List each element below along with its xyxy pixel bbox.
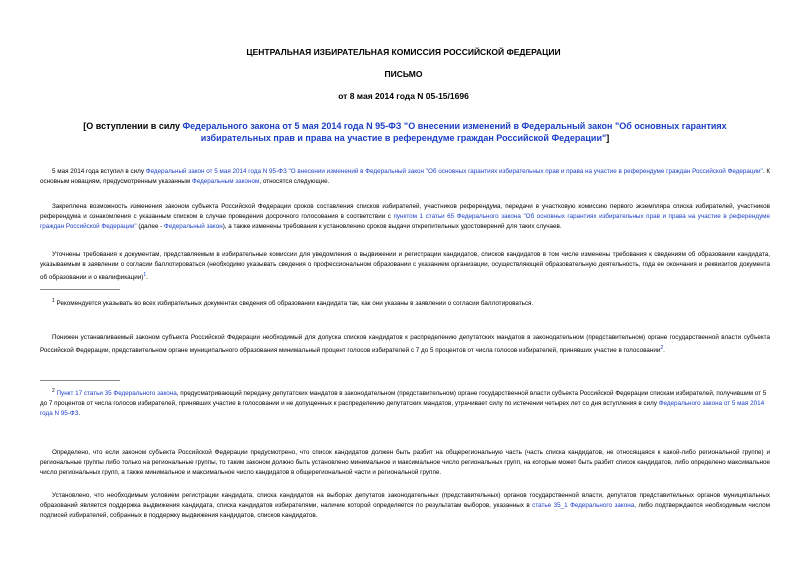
footnote-1: $^1$ Рекомендуется указывать во всех избирательных документах сведения об образовании кандидата так, как они указаны в заявлении о согласии баллотироваться. [52,298,534,308]
document-subject: [О вступлении в силу Федерального закона от 5 мая 2014 года N 95-ФЗ "О внесении изменений в Федеральный закон "Об основных гарантиях избирательных прав и права на участие в референдуме граждан Российской Федерации"] [83,121,727,143]
law-95fz-footnote-link[interactable]: Федерального закона от 5 мая 2014 года N 95-ФЗ [40,400,765,418]
paragraph-4: Понижен устанавливаемый законом субъекта Российской Федерации необходимый для допуска списков кандидатов к распределению депутатских мандатов в законодательном (представительном) органе государственной власти субъекта Российской Федерации, представительном органе муниципального образования минимальный процент голосов избирателей с 7 до 5 процентов от числа голосов избирателей, принявших участие в голосовании$^2$. [40,334,770,355]
document-type-heading: ПИСЬМО [384,69,423,79]
paragraph-3: Уточнены требования к документам, представляемым в избирательные комиссии для уведомления о выдвижении и регистрации кандидатов, списков кандидатов в том числе изменены требования к сведениям об образовании кандидата, указываемым в заявлении о согласии баллотироваться (необходимо указывать сведения о профессиональном образовании с указанием организации, осуществляющей образовательную деятельность, года ее окончания и реквизитов документа об образовании и о квалификации)$^1$. [40,251,770,282]
footnote-2: $^2$ Пункт 17 статьи 35 Федерального закона, предусматривающий передачу депутатских мандатов в законодательном (представительном) органе государственной власти субъекта Российской Федерации спискам избирателей, получившим от 5 до 7 процентов от числа голосов избирателей, принявших участие в голосовании и не допущенных к распределению депутатских мандатов, утрачивает силу по истечении четырех лет со дня вступления в силу Федерального закона от 5 мая 2014 года N 95-ФЗ. [40,388,767,418]
issuer-heading: ЦЕНТРАЛЬНАЯ ИЗБИРАТЕЛЬНАЯ КОМИССИЯ РОССИЙСКОЙ ФЕДЕРАЦИИ [246,47,561,57]
article-35-1-link[interactable]: статье 35_1 Федерального закона [532,502,635,509]
article-35-p17-link[interactable]: Пункт 17 статьи 35 Федерального закона [54,390,177,398]
paragraph-2: Закреплена возможность изменения законом субъекта Российской Федерации сроков составления списков избирателей, участников референдума, передачи в участковую комиссию первого экземпляра списка избирателей, участников референдума и ознакомления с указанным списком в случае проведения досрочного голосования в соответствии с пунктом 1 статьи 65 Федерального закона "Об основных гарантиях избирательных прав и права на участие в референдуме граждан Российской Федерации" (далее - Федеральный закон), а также изменены требования к установлению сроков выдачи открепительных удостоверений для таких случаев. [40,203,770,230]
document-date-number: от 8 мая 2014 года N 05-15/1696 [338,91,469,101]
paragraph-6: Установлено, что необходимым условием регистрации кандидата, списка кандидатов на выборах депутатов законодательных (представительных) органов государственной власти, депутатов представительных органов муниципальных образований является поддержка выдвижения кандидата, списка кандидатов избирателями, наличие которой определяется по результатам выборов, указанных в статье 35_1 Федерального закона, либо подтверждается необходимым числом подписей избирателей, собранных в поддержку выдвижения кандидатов, списков кандидатов. [40,492,770,519]
subject-law-link[interactable]: Федерального закона от 5 мая 2014 года N 95-ФЗ "О внесении изменений в Федеральный закон "Об основных гарантиях избирательных прав и права на участие в референдуме граждан Российской Федерации" [182,121,727,143]
footnote-2-ref[interactable]: 2 [660,345,664,351]
federal-law-short-link[interactable]: Федеральный закон [163,223,223,230]
footnote-divider-2 [40,380,120,381]
paragraph-1: 5 мая 2014 года вступил в силу Федеральный закон от 5 мая 2014 года N 95-ФЗ "О внесении изменений в Федеральный закон "Об основных гарантиях избирательных прав и права на участие в референдуме граждан Российской Федерации". К основным новациям, предусмотренным указанным Федеральным законом, относятся следующие. [40,168,770,185]
federal-law-link[interactable]: Федеральным законом [191,178,260,185]
footnote-divider-1 [40,289,120,290]
article-65-link[interactable]: пунктом 1 статьи 65 Федерального закона "Об основных гарантиях избирательных прав и права на участие в референдуме граждан Российской Федерации" [40,213,770,230]
paragraph-5: Определено, что если законом субъекта Российской Федерации предусмотрено, что список кандидатов должен быть разбит на общерегиональную часть (часть списка кандидатов, не относящаяся к какой-либо региональной группе) и региональные группы либо только на региональные группы, то таким законом должно быть установлено минимальное и максимальное число региональных групп, на которые может быть разбит список кандидатов, либо определено максимальное число региональных групп, а также минимальное и максимальное число кандидатов в общерегиональной части и региональной группе. [40,449,770,476]
law-95fz-link[interactable]: Федеральный закон от 5 мая 2014 года N 95-ФЗ "О внесении изменений в Федеральный закон "Об основных гарантиях избирательных прав и права на участие в референдуме граждан Российской Федерации" [145,168,763,175]
footnote-1-ref[interactable]: 1 [143,272,147,278]
